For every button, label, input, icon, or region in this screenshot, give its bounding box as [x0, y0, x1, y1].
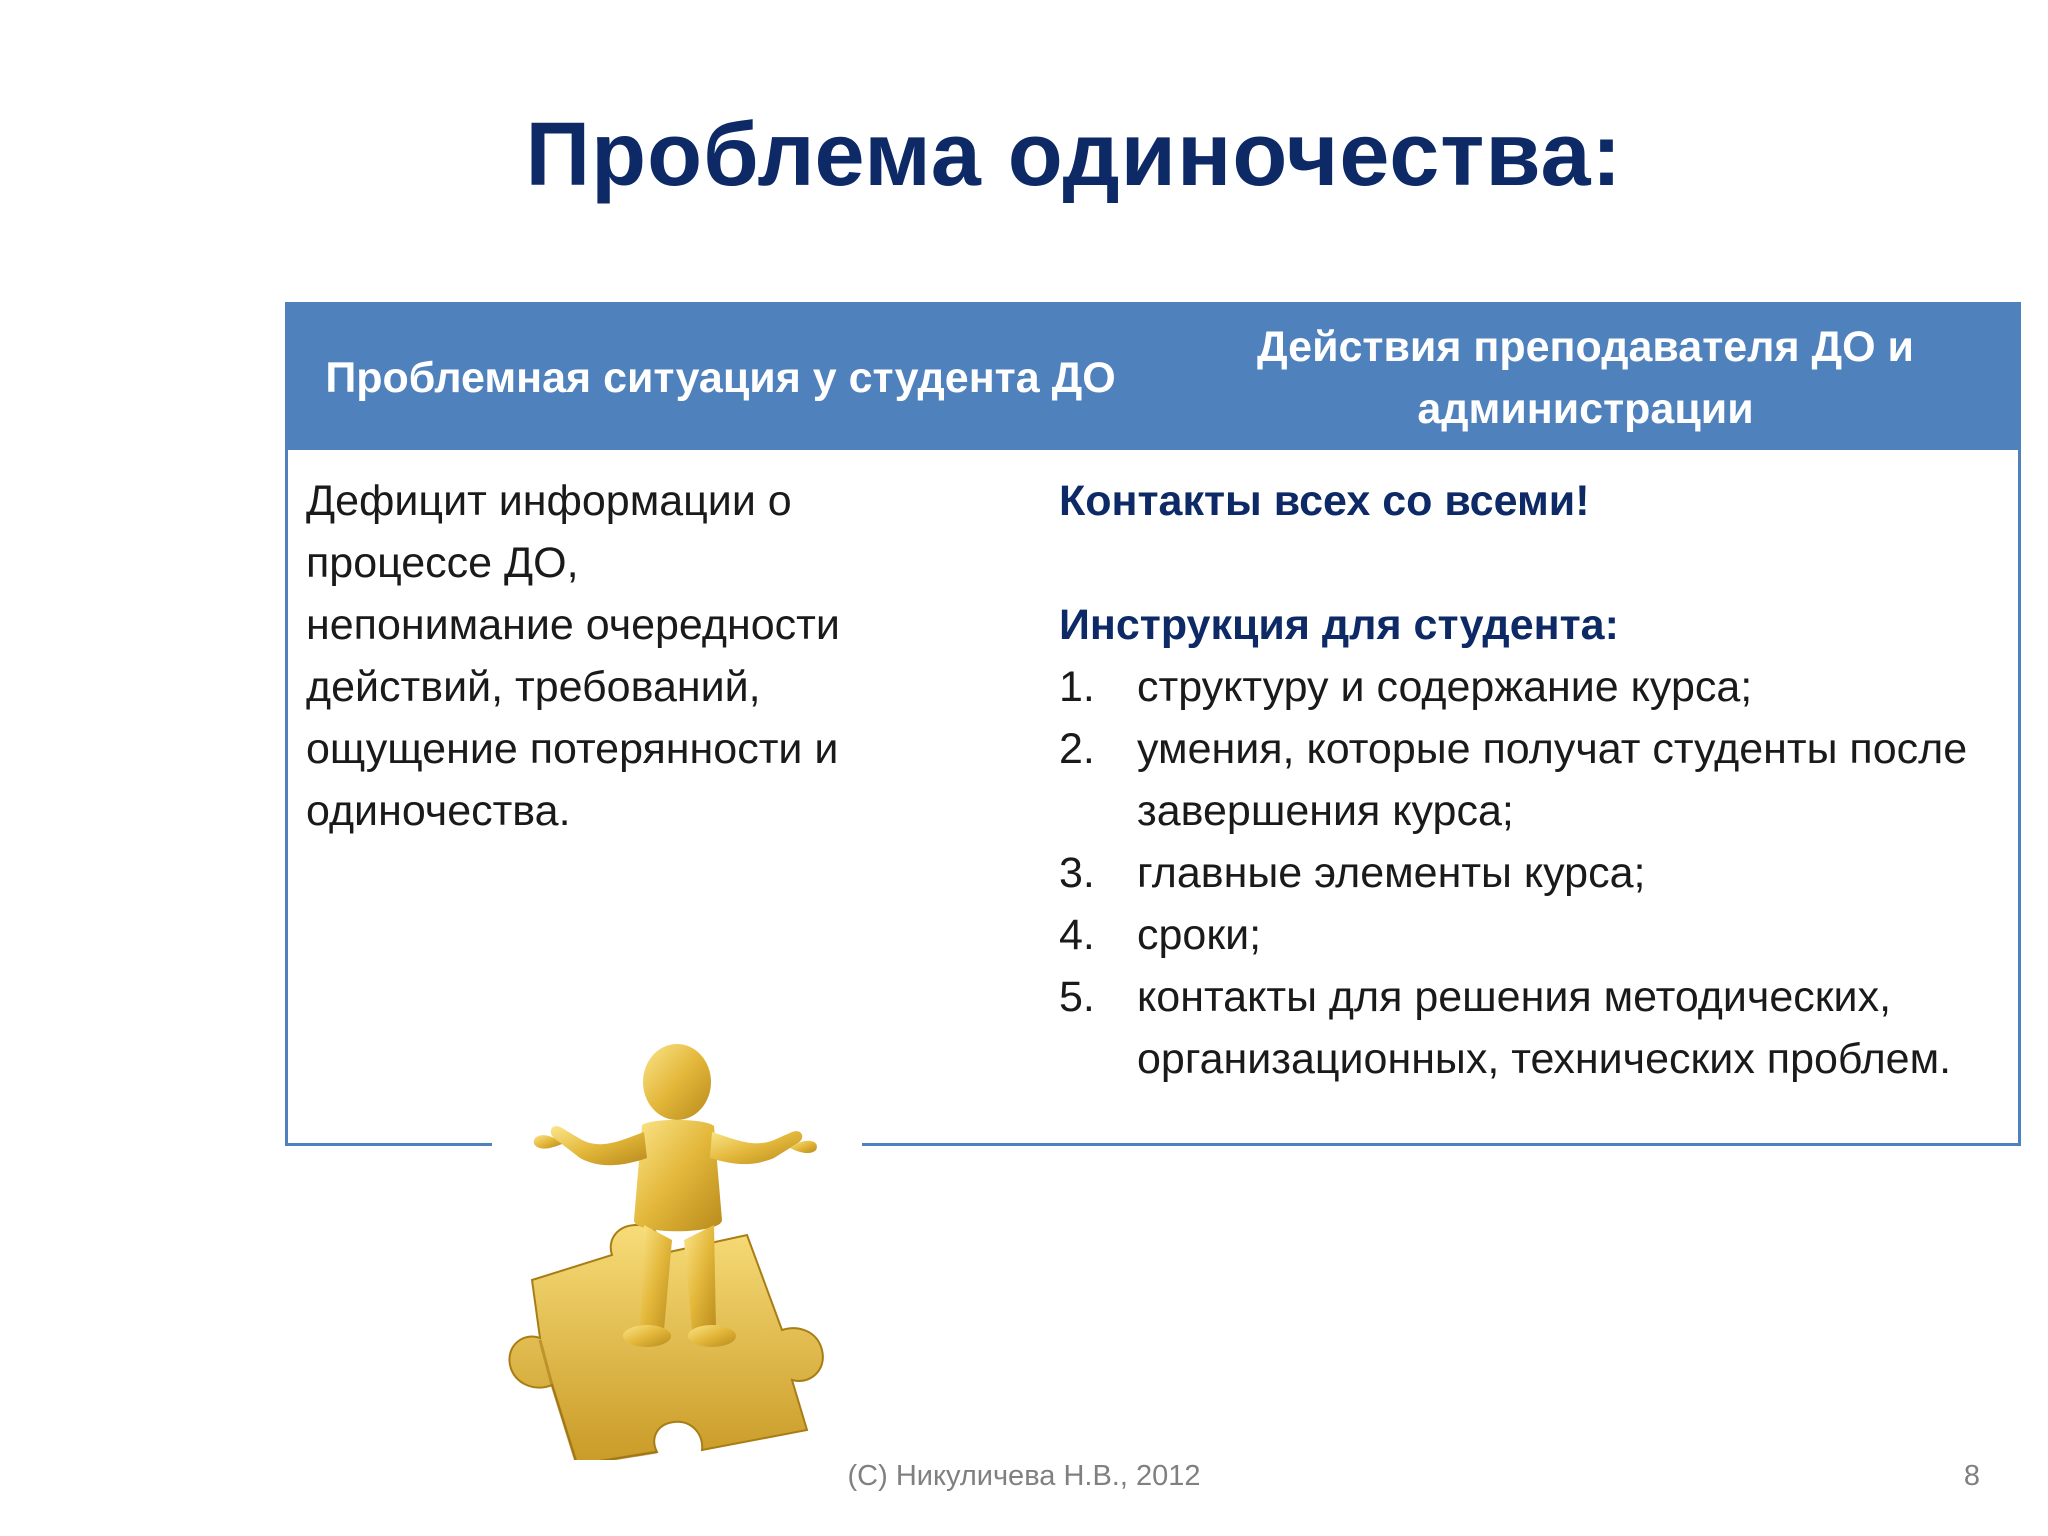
list-number: 3. — [1059, 849, 1095, 897]
list-number: 5. — [1059, 973, 1095, 1021]
list-number: 4. — [1059, 911, 1095, 959]
page-number: 8 — [1963, 1460, 1980, 1492]
list-text: структуру и содержание курса; — [1137, 663, 1753, 711]
spacer — [1059, 532, 2018, 594]
figure-on-puzzle-illustration — [492, 1040, 862, 1460]
table-header-row — [288, 305, 2018, 450]
comparison-table — [285, 302, 2021, 1146]
problem-description-cell — [288, 450, 1039, 1090]
header-problem-situation: Проблемная ситуация у студента ДО — [325, 353, 1116, 402]
problem-line: непонимание очередности — [306, 601, 840, 649]
footer-copyright: (C) Никуличева Н.В., 2012 — [847, 1460, 1201, 1492]
list-text: главные элементы курса; — [1137, 849, 1646, 897]
problem-line: действий, требований, — [306, 663, 761, 711]
list-text: сроки; — [1137, 911, 1262, 959]
list-number: 2. — [1059, 725, 1095, 773]
list-text: умения, которые получат студенты после завершения курса; — [1137, 725, 1968, 835]
header-teacher-actions: Действия преподавателя ДО и администрации — [1257, 322, 1914, 433]
table-body-row — [288, 450, 2018, 1090]
problem-line: процессе ДО, — [306, 539, 579, 587]
problem-line: Дефицит информации о — [306, 477, 792, 525]
contacts-heading: Контакты всех со всеми! — [1059, 477, 1590, 525]
actions-cell — [1039, 450, 2018, 1090]
list-text: контакты для решения методических, организационных, технических проблем. — [1137, 973, 1952, 1083]
list-number: 1. — [1059, 663, 1095, 711]
puzzle-figure-icon — [492, 1040, 862, 1460]
slide-title: Проблема одиночества: — [525, 105, 1623, 205]
instruction-heading: Инструкция для студента: — [1059, 601, 1619, 649]
list-item — [1059, 656, 2018, 718]
list-item — [1059, 966, 2018, 1090]
problem-line: одиночества. — [306, 787, 571, 835]
list-item — [1059, 718, 2018, 842]
list-item — [1059, 904, 2018, 966]
problem-line: ощущение потерянности и — [306, 725, 839, 773]
list-item — [1059, 842, 2018, 904]
